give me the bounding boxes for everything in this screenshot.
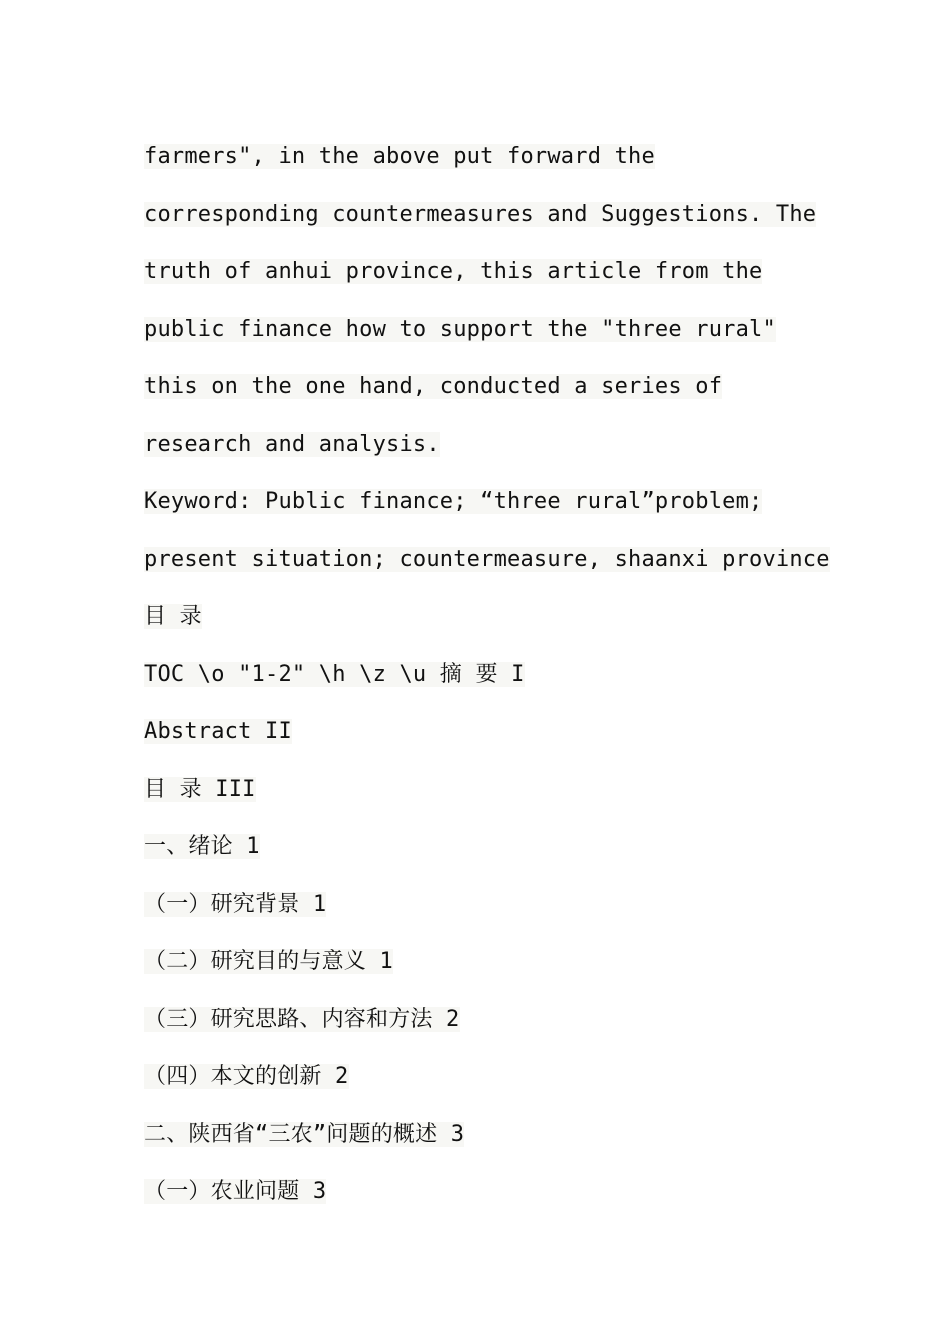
abstract-line: truth of anhui province, this article from the [144, 259, 763, 284]
toc-entry: 二、陕西省“三农”问题的概述 3 [144, 1121, 465, 1147]
abstract-line: research and analysis. [144, 431, 440, 457]
toc-entry: （一）研究背景 1 [144, 891, 327, 917]
toc-entry: 一、绪论 1 [144, 834, 260, 859]
toc-entry: 目 录 III [144, 776, 256, 802]
toc-entry: （四）本文的创新 2 [144, 1064, 349, 1089]
toc-entry: （一）农业问题 3 [144, 1179, 327, 1204]
toc-title: 目 录 [144, 604, 202, 629]
keyword-line: present situation; countermeasure, shaanxi province [144, 546, 830, 572]
abstract-line: farmers", in the above put forward the [144, 144, 655, 169]
abstract-line: this on the one hand, conducted a series of [144, 374, 723, 399]
keyword-line: Keyword: Public finance; “three rural”problem; [144, 489, 763, 514]
abstract-line: corresponding countermeasures and Suggestions. The [144, 201, 817, 227]
toc-entry: Abstract II [144, 719, 292, 744]
toc-entry: （三）研究思路、内容和方法 2 [144, 1006, 460, 1032]
toc-entry: （二）研究目的与意义 1 [144, 949, 393, 974]
page-content [144, 128, 830, 1221]
toc-entry: TOC \o "1-2" \h \z \u 摘 要 I [144, 661, 525, 687]
abstract-line: public finance how to support the "three rural" [144, 316, 776, 342]
